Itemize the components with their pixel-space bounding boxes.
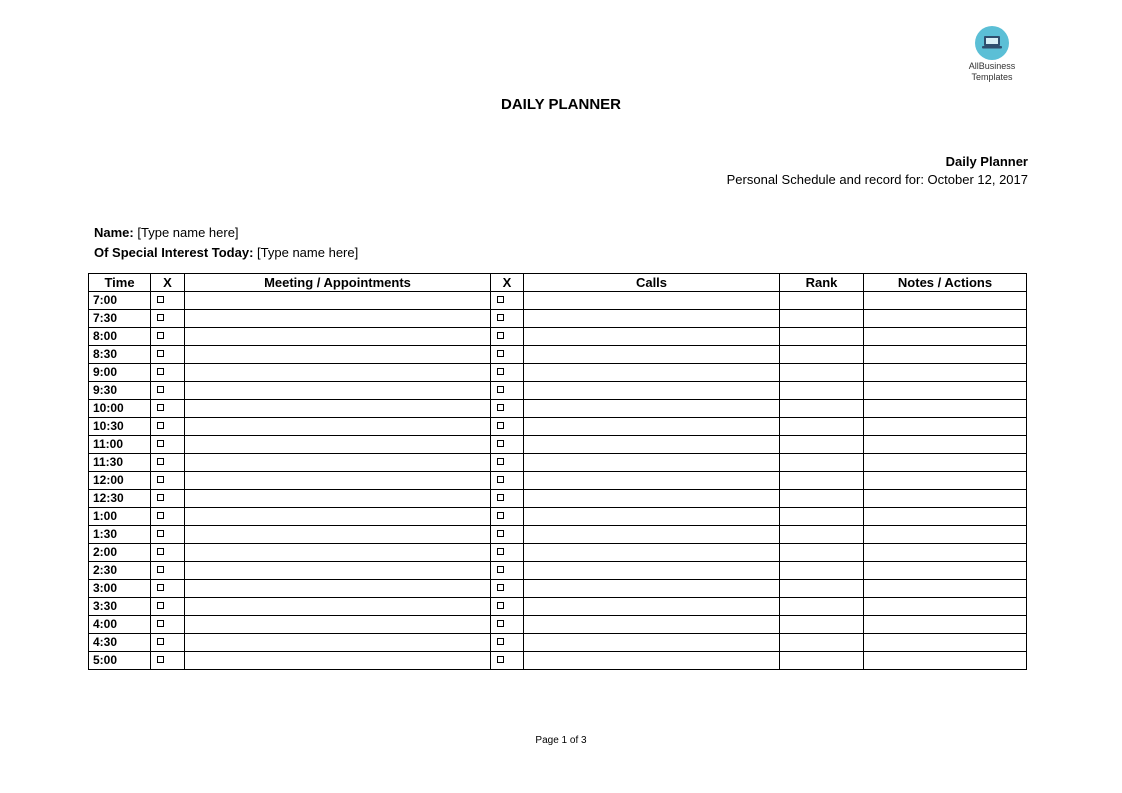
name-row — [94, 223, 358, 243]
time-cell: 2:30 — [89, 562, 151, 580]
rank-cell[interactable] — [780, 490, 864, 508]
table-row — [89, 634, 1027, 652]
table-row — [89, 292, 1027, 310]
notes-cell[interactable] — [864, 418, 1027, 436]
calls-cell[interactable] — [524, 472, 780, 490]
meeting-cell[interactable] — [185, 454, 491, 472]
header-time: Time — [89, 274, 151, 292]
rank-cell[interactable] — [780, 346, 864, 364]
time-cell: 4:30 — [89, 634, 151, 652]
table-row — [89, 310, 1027, 328]
rank-cell[interactable] — [780, 652, 864, 670]
calls-cell[interactable] — [524, 634, 780, 652]
table-row — [89, 400, 1027, 418]
meeting-check-cell — [151, 598, 185, 616]
time-cell: 1:30 — [89, 526, 151, 544]
checkbox-icon[interactable] — [497, 566, 504, 573]
meeting-cell[interactable] — [185, 472, 491, 490]
time-cell: 11:00 — [89, 436, 151, 454]
meeting-check-cell — [151, 400, 185, 418]
meeting-cell[interactable] — [185, 346, 491, 364]
table-row — [89, 490, 1027, 508]
checkbox-icon[interactable] — [497, 530, 504, 537]
rank-cell[interactable] — [780, 562, 864, 580]
rank-cell[interactable] — [780, 634, 864, 652]
calls-cell[interactable] — [524, 418, 780, 436]
rank-cell[interactable] — [780, 418, 864, 436]
table-row — [89, 652, 1027, 670]
time-cell: 1:00 — [89, 508, 151, 526]
checkbox-icon[interactable] — [497, 332, 504, 339]
checkbox-icon[interactable] — [157, 404, 164, 411]
checkbox-icon[interactable] — [497, 494, 504, 501]
meeting-check-cell — [151, 526, 185, 544]
rank-cell[interactable] — [780, 598, 864, 616]
meeting-check-cell — [151, 418, 185, 436]
calls-cell[interactable] — [524, 454, 780, 472]
calls-cell[interactable] — [524, 652, 780, 670]
meeting-cell[interactable] — [185, 634, 491, 652]
meeting-check-cell — [151, 382, 185, 400]
notes-cell[interactable] — [864, 526, 1027, 544]
rank-cell[interactable] — [780, 472, 864, 490]
meeting-check-cell — [151, 454, 185, 472]
calls-cell[interactable] — [524, 616, 780, 634]
notes-cell[interactable] — [864, 544, 1027, 562]
meeting-check-cell — [151, 292, 185, 310]
meeting-cell[interactable] — [185, 364, 491, 382]
time-cell: 7:30 — [89, 310, 151, 328]
notes-cell[interactable] — [864, 292, 1027, 310]
notes-cell[interactable] — [864, 310, 1027, 328]
checkbox-icon[interactable] — [497, 350, 504, 357]
rank-cell[interactable] — [780, 454, 864, 472]
notes-cell[interactable] — [864, 436, 1027, 454]
page-footer: Page 1 of 3 — [535, 735, 587, 746]
meeting-cell[interactable] — [185, 598, 491, 616]
table-row — [89, 436, 1027, 454]
checkbox-icon[interactable] — [497, 512, 504, 519]
meeting-check-cell — [151, 490, 185, 508]
notes-cell[interactable] — [864, 364, 1027, 382]
checkbox-icon[interactable] — [497, 404, 504, 411]
calls-cell[interactable] — [524, 580, 780, 598]
calls-check-cell — [491, 364, 524, 382]
planner-table — [88, 273, 1027, 670]
checkbox-icon[interactable] — [497, 296, 504, 303]
checkbox-icon[interactable] — [157, 566, 164, 573]
checkbox-icon[interactable] — [497, 620, 504, 627]
calls-cell[interactable] — [524, 292, 780, 310]
checkbox-icon[interactable] — [157, 638, 164, 645]
checkbox-icon[interactable] — [157, 656, 164, 663]
meeting-cell[interactable] — [185, 310, 491, 328]
meeting-check-cell — [151, 328, 185, 346]
meeting-check-cell — [151, 544, 185, 562]
checkbox-icon[interactable] — [157, 458, 164, 465]
notes-cell[interactable] — [864, 616, 1027, 634]
meeting-cell[interactable] — [185, 652, 491, 670]
rank-cell[interactable] — [780, 382, 864, 400]
calls-cell[interactable] — [524, 382, 780, 400]
calls-cell[interactable] — [524, 310, 780, 328]
header-rank: Rank — [780, 274, 864, 292]
rank-cell[interactable] — [780, 526, 864, 544]
checkbox-icon[interactable] — [497, 440, 504, 447]
notes-cell[interactable] — [864, 382, 1027, 400]
time-cell: 11:30 — [89, 454, 151, 472]
meeting-cell[interactable] — [185, 508, 491, 526]
rank-cell[interactable] — [780, 508, 864, 526]
time-cell: 10:00 — [89, 400, 151, 418]
checkbox-icon[interactable] — [157, 530, 164, 537]
calls-check-cell — [491, 508, 524, 526]
meeting-cell[interactable] — [185, 292, 491, 310]
time-cell: 12:30 — [89, 490, 151, 508]
rank-cell[interactable] — [780, 616, 864, 634]
table-row — [89, 580, 1027, 598]
meeting-check-cell — [151, 652, 185, 670]
calls-cell[interactable] — [524, 598, 780, 616]
meeting-cell[interactable] — [185, 490, 491, 508]
rank-cell[interactable] — [780, 364, 864, 382]
table-row — [89, 616, 1027, 634]
calls-check-cell — [491, 382, 524, 400]
checkbox-icon[interactable] — [497, 386, 504, 393]
notes-cell[interactable] — [864, 328, 1027, 346]
time-cell: 9:30 — [89, 382, 151, 400]
table-row — [89, 598, 1027, 616]
rank-cell[interactable] — [780, 328, 864, 346]
time-cell: 5:00 — [89, 652, 151, 670]
notes-cell[interactable] — [864, 454, 1027, 472]
notes-cell[interactable] — [864, 472, 1027, 490]
calls-check-cell — [491, 418, 524, 436]
meeting-cell[interactable] — [185, 562, 491, 580]
calls-check-cell — [491, 616, 524, 634]
calls-cell[interactable] — [524, 346, 780, 364]
calls-cell[interactable] — [524, 436, 780, 454]
calls-check-cell — [491, 598, 524, 616]
meeting-cell[interactable] — [185, 580, 491, 598]
time-cell: 2:00 — [89, 544, 151, 562]
name-field[interactable]: [Type name here] — [137, 225, 239, 240]
page-title: DAILY PLANNER — [500, 96, 622, 113]
calls-cell[interactable] — [524, 490, 780, 508]
rank-cell[interactable] — [780, 310, 864, 328]
checkbox-icon[interactable] — [157, 584, 164, 591]
calls-cell[interactable] — [524, 508, 780, 526]
calls-cell[interactable] — [524, 328, 780, 346]
laptop-icon — [975, 26, 1009, 60]
calls-check-cell — [491, 346, 524, 364]
calls-check-cell — [491, 526, 524, 544]
checkbox-icon[interactable] — [157, 386, 164, 393]
checkbox-icon[interactable] — [157, 314, 164, 321]
header-meeting: Meeting / Appointments — [185, 274, 491, 292]
meeting-cell[interactable] — [185, 526, 491, 544]
meeting-check-cell — [151, 436, 185, 454]
table-row — [89, 418, 1027, 436]
meeting-cell[interactable] — [185, 328, 491, 346]
logo-text-line2: Templates — [971, 72, 1013, 82]
table-row — [89, 544, 1027, 562]
calls-check-cell — [491, 580, 524, 598]
time-cell: 12:00 — [89, 472, 151, 490]
notes-cell[interactable] — [864, 562, 1027, 580]
checkbox-icon[interactable] — [497, 368, 504, 375]
checkbox-icon[interactable] — [157, 602, 164, 609]
calls-cell[interactable] — [524, 400, 780, 418]
checkbox-icon[interactable] — [157, 620, 164, 627]
record-line: Personal Schedule and record for: October 12, 2017 — [726, 172, 1028, 187]
checkbox-icon[interactable] — [157, 296, 164, 303]
rank-cell[interactable] — [780, 544, 864, 562]
checkbox-icon[interactable] — [497, 458, 504, 465]
meeting-check-cell — [151, 346, 185, 364]
calls-check-cell — [491, 400, 524, 418]
meeting-cell[interactable] — [185, 382, 491, 400]
calls-check-cell — [491, 634, 524, 652]
checkbox-icon[interactable] — [497, 548, 504, 555]
calls-check-cell — [491, 310, 524, 328]
name-label: Name: — [94, 225, 134, 240]
meeting-check-cell — [151, 472, 185, 490]
calls-check-cell — [491, 490, 524, 508]
meeting-cell[interactable] — [185, 616, 491, 634]
calls-cell[interactable] — [524, 364, 780, 382]
meeting-check-cell — [151, 562, 185, 580]
table-row — [89, 526, 1027, 544]
checkbox-icon[interactable] — [497, 584, 504, 591]
calls-check-cell — [491, 328, 524, 346]
checkbox-icon[interactable] — [157, 440, 164, 447]
header-x-meeting: X — [151, 274, 185, 292]
calls-check-cell — [491, 562, 524, 580]
calls-check-cell — [491, 292, 524, 310]
logo-text-line1: AllBusiness — [968, 61, 1016, 71]
checkbox-icon[interactable] — [157, 332, 164, 339]
meeting-cell[interactable] — [185, 544, 491, 562]
checkbox-icon[interactable] — [497, 656, 504, 663]
meeting-check-cell — [151, 634, 185, 652]
meeting-check-cell — [151, 310, 185, 328]
header-calls: Calls — [524, 274, 780, 292]
notes-cell[interactable] — [864, 400, 1027, 418]
meeting-cell[interactable] — [185, 436, 491, 454]
meeting-cell[interactable] — [185, 418, 491, 436]
checkbox-icon[interactable] — [157, 368, 164, 375]
calls-cell[interactable] — [524, 562, 780, 580]
time-cell: 3:00 — [89, 580, 151, 598]
calls-check-cell — [491, 436, 524, 454]
notes-cell[interactable] — [864, 634, 1027, 652]
checkbox-icon[interactable] — [157, 494, 164, 501]
header-info — [727, 153, 1028, 189]
interest-label: Of Special Interest Today: — [94, 245, 254, 260]
table-row — [89, 454, 1027, 472]
time-cell: 3:30 — [89, 598, 151, 616]
checkbox-icon[interactable] — [497, 422, 504, 429]
time-cell: 7:00 — [89, 292, 151, 310]
time-cell: 10:30 — [89, 418, 151, 436]
checkbox-icon[interactable] — [497, 602, 504, 609]
checkbox-icon[interactable] — [157, 548, 164, 555]
meeting-check-cell — [151, 616, 185, 634]
checkbox-icon[interactable] — [157, 476, 164, 483]
checkbox-icon[interactable] — [157, 350, 164, 357]
rank-cell[interactable] — [780, 580, 864, 598]
header-x-calls: X — [491, 274, 524, 292]
meeting-check-cell — [151, 364, 185, 382]
calls-cell[interactable] — [524, 544, 780, 562]
personal-info — [94, 223, 358, 263]
checkbox-icon[interactable] — [157, 422, 164, 429]
table-header-row — [89, 274, 1027, 292]
notes-cell[interactable] — [864, 508, 1027, 526]
notes-cell[interactable] — [864, 346, 1027, 364]
subtitle: Daily Planner — [945, 154, 1028, 169]
notes-cell[interactable] — [864, 580, 1027, 598]
table-row — [89, 328, 1027, 346]
time-cell: 4:00 — [89, 616, 151, 634]
checkbox-icon[interactable] — [497, 638, 504, 645]
table-row — [89, 364, 1027, 382]
table-row — [89, 508, 1027, 526]
calls-check-cell — [491, 454, 524, 472]
notes-cell[interactable] — [864, 490, 1027, 508]
calls-check-cell — [491, 472, 524, 490]
meeting-check-cell — [151, 508, 185, 526]
header-notes: Notes / Actions — [864, 274, 1027, 292]
calls-check-cell — [491, 652, 524, 670]
notes-cell[interactable] — [864, 598, 1027, 616]
table-row — [89, 382, 1027, 400]
allbusiness-logo — [963, 26, 1021, 82]
rank-cell[interactable] — [780, 436, 864, 454]
meeting-cell[interactable] — [185, 400, 491, 418]
calls-check-cell — [491, 544, 524, 562]
table-row — [89, 562, 1027, 580]
table-row — [89, 472, 1027, 490]
table-row — [89, 346, 1027, 364]
time-cell: 8:30 — [89, 346, 151, 364]
meeting-check-cell — [151, 580, 185, 598]
checkbox-icon[interactable] — [157, 512, 164, 519]
interest-field[interactable]: [Type name here] — [257, 245, 359, 260]
time-cell: 8:00 — [89, 328, 151, 346]
time-cell: 9:00 — [89, 364, 151, 382]
checkbox-icon[interactable] — [497, 476, 504, 483]
notes-cell[interactable] — [864, 652, 1027, 670]
checkbox-icon[interactable] — [497, 314, 504, 321]
interest-row — [94, 243, 358, 263]
rank-cell[interactable] — [780, 292, 864, 310]
rank-cell[interactable] — [780, 400, 864, 418]
calls-cell[interactable] — [524, 526, 780, 544]
